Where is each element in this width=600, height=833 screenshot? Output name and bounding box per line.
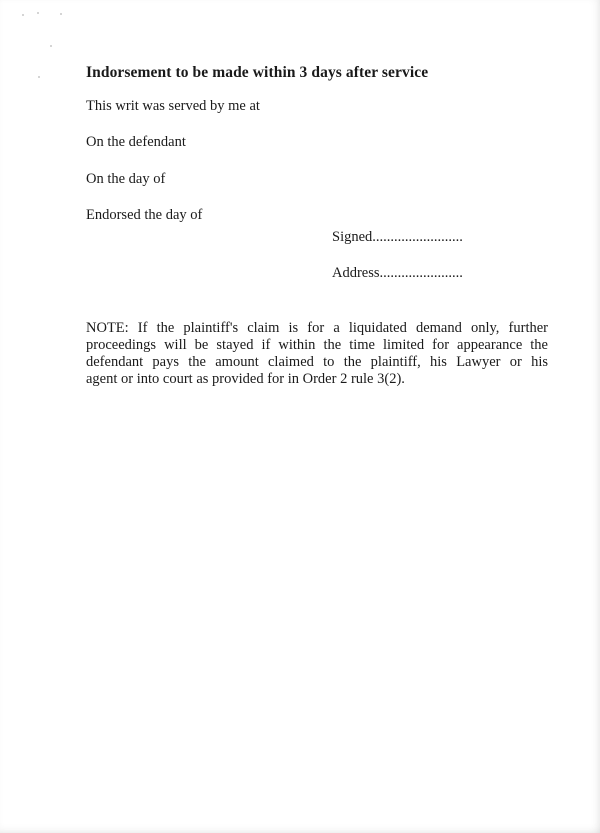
- served-at-line: This writ was served by me at: [86, 98, 260, 114]
- signed-field: Signed.........................: [332, 229, 463, 245]
- note-paragraph: [86, 320, 548, 388]
- scan-speck: [60, 13, 62, 15]
- scan-speck: [50, 45, 52, 47]
- scan-speck: [37, 12, 39, 14]
- day-of-line: On the day of: [86, 171, 166, 187]
- note-line: proceedings will be stayed if within the time limited for appearance the: [86, 337, 548, 353]
- note-line: NOTE: If the plaintiff's claim is for a liquidated demand only, further: [86, 320, 548, 336]
- defendant-line: On the defendant: [86, 134, 186, 150]
- note-line: defendant pays the amount claimed to the plaintiff, his Lawyer or his: [86, 354, 548, 370]
- note-line: agent or into court as provided for in Order 2 rule 3(2).: [86, 371, 405, 387]
- endorsed-line: Endorsed the day of: [86, 207, 203, 223]
- scan-speck: [22, 14, 24, 16]
- address-field: Address.......................: [332, 265, 463, 281]
- document-heading: Indorsement to be made within 3 days after service: [86, 64, 429, 81]
- scan-speck: [38, 76, 40, 78]
